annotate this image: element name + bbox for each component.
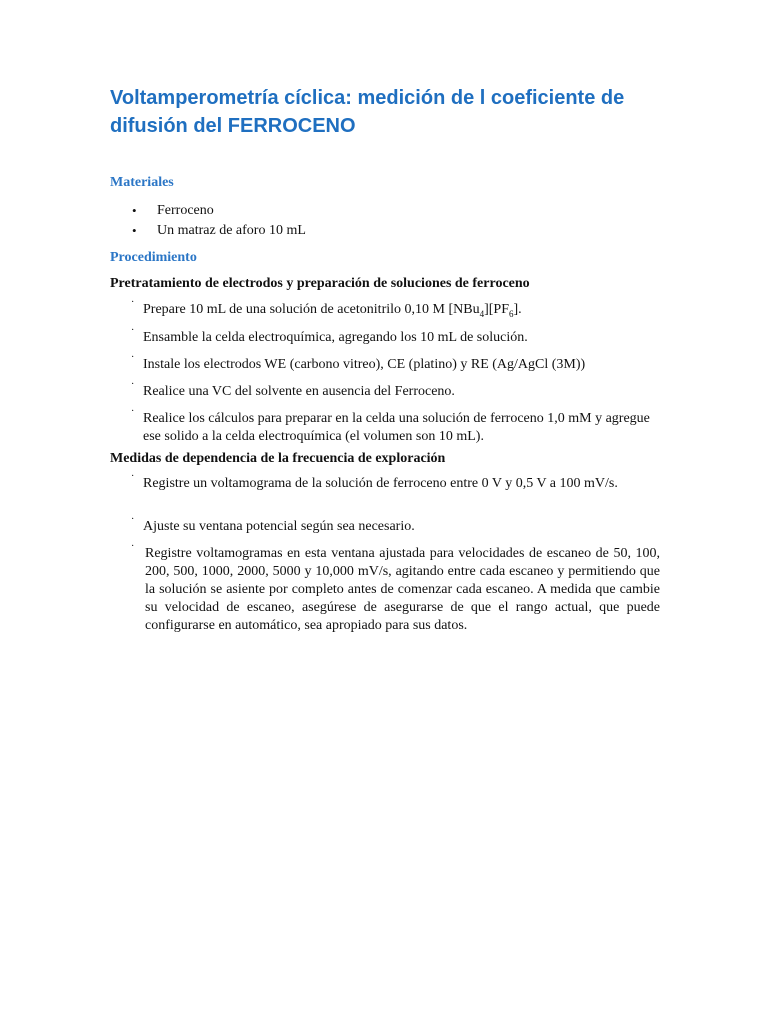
frequency-step-2: · Ajuste su ventana potencial según sea necesario. xyxy=(131,514,415,534)
pretreatment-step-1: · Prepare 10 mL de una solución de acetonitrilo 0,10 M $[NBu_4][PF_6]$. xyxy=(131,297,522,319)
bullet-dot: · xyxy=(131,514,135,525)
frequency-heading: Medidas de dependencia de la frecuencia de exploración xyxy=(110,451,446,466)
bullet-dot: · xyxy=(131,352,135,363)
list-item: • Ferroceno xyxy=(130,201,306,221)
pretreatment-step-3: · Instale los electrodos WE (carbono vitreo), CE (platino) y RE (Ag/AgCl (3M)) xyxy=(131,352,586,372)
bullet-dot: · xyxy=(131,541,135,552)
bullet-dot: · xyxy=(131,471,135,482)
frequency-step-1: · Registre un voltamograma de la solución de ferroceno entre 0 V y 0,5 V a 100 mV/s. xyxy=(131,471,618,491)
pretreatment-step-5: · Realice los cálculos para preparar en la celda una solución de ferroceno 1,0 mM y agregue ese solido a la celda electroquímica (el volumen son 10 mL). xyxy=(131,406,650,444)
procedure-heading: Procedimiento xyxy=(110,250,197,265)
list-item: • Un matraz de aforo 10 mL xyxy=(130,221,306,241)
pretreatment-step-4: · Realice una VC del solvente en ausencia del Ferroceno. xyxy=(131,379,455,399)
bullet-dot: · xyxy=(131,379,135,390)
materials-heading: Materiales xyxy=(110,175,174,190)
pretreatment-heading: Pretratamiento de electrodos y preparación de soluciones de ferroceno xyxy=(110,276,530,291)
pretreatment-step-2: · Ensamble la celda electroquímica, agregando los 10 mL de solución. xyxy=(131,325,528,345)
bullet-dot: · xyxy=(131,297,135,308)
bullet-dot: · xyxy=(131,325,135,336)
frequency-step-3: · Registre voltamogramas en esta ventana ajustada para velocidades de escaneo de 50, 100, 200, 500, 1000, 2000, 5000 y 10,000 mV/s, agitando entre cada escaneo y permitiendo que la solución se asiente por completo antes de comenzar cada escaneo. A medida que cambie su velocidad de escaneo, asegúrese de asegurarse de que el rango actual, que puede configurarse en automático, sea apropiado para sus datos. xyxy=(131,541,660,633)
document-title: Voltamperometría cíclica: medición de l coeficiente de difusión del FERROCENO xyxy=(110,87,625,137)
bullet-dot: · xyxy=(131,406,135,417)
materials-list xyxy=(130,201,306,241)
